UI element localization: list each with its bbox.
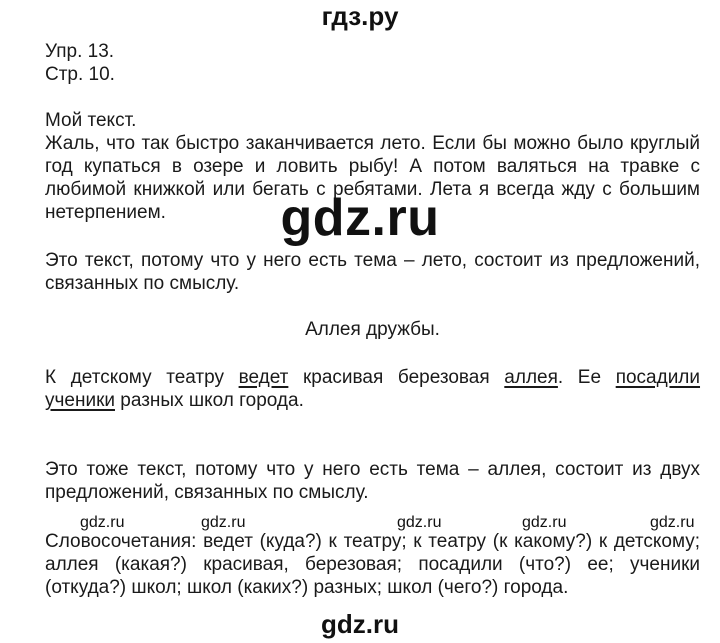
text-fragment: разных школ города. xyxy=(115,390,304,411)
underlined-predicate: посадили xyxy=(615,367,701,388)
my-text-explanation: Это текст, потому что у него есть тема – лето, состоит из предложений, связанных по смыслу. xyxy=(45,250,700,294)
text-fragment: . Ее xyxy=(557,367,616,388)
phrases-list: Словосочетания: ведет (куда?) к театру; к театру (к какому?) к детскому; аллея (какая?) красивая, березовая; посадили (что?) ее; ученики (откуда?) школ; школ (каких?) разных; школ (чего?) города. xyxy=(45,531,700,598)
site-header: гдз.ру xyxy=(321,1,399,31)
exercise-number: Упр. 13. xyxy=(45,41,115,62)
page-number: Стр. 10. xyxy=(45,64,115,85)
watermark-logo: gdz.ru xyxy=(280,189,440,247)
text-fragment: К детскому театру xyxy=(45,367,239,388)
watermark-small: gdz.ru xyxy=(650,514,695,531)
footer-site: gdz.ru xyxy=(321,609,399,639)
watermark-small: gdz.ru xyxy=(522,514,567,531)
underlined-subject: аллея xyxy=(504,367,558,388)
section-title-my-text: Мой текст. xyxy=(45,110,137,131)
section-title-alley: Аллея дружбы. xyxy=(305,319,440,340)
underlined-predicate: ведет xyxy=(238,367,289,388)
watermark-small: gdz.ru xyxy=(397,514,442,531)
watermark-small: gdz.ru xyxy=(201,514,246,531)
watermark-small: gdz.ru xyxy=(80,514,125,531)
alley-text-explanation: Это тоже текст, потому что у него есть тема – аллея, состоит из двух предложений, связанных по смыслу. xyxy=(45,459,700,503)
text-fragment: красивая березовая xyxy=(288,367,505,388)
underlined-subject: ученики xyxy=(45,390,115,411)
my-text-body: Жаль, что так быстро заканчивается лето. Если бы можно было круглый год купаться в озере и ловить рыбу! А потом валяться на травке с любимой книжкой или бегать с ребятами. Лета я всегда жду с большим нетерпением. xyxy=(45,133,700,223)
alley-text-body xyxy=(45,366,700,412)
